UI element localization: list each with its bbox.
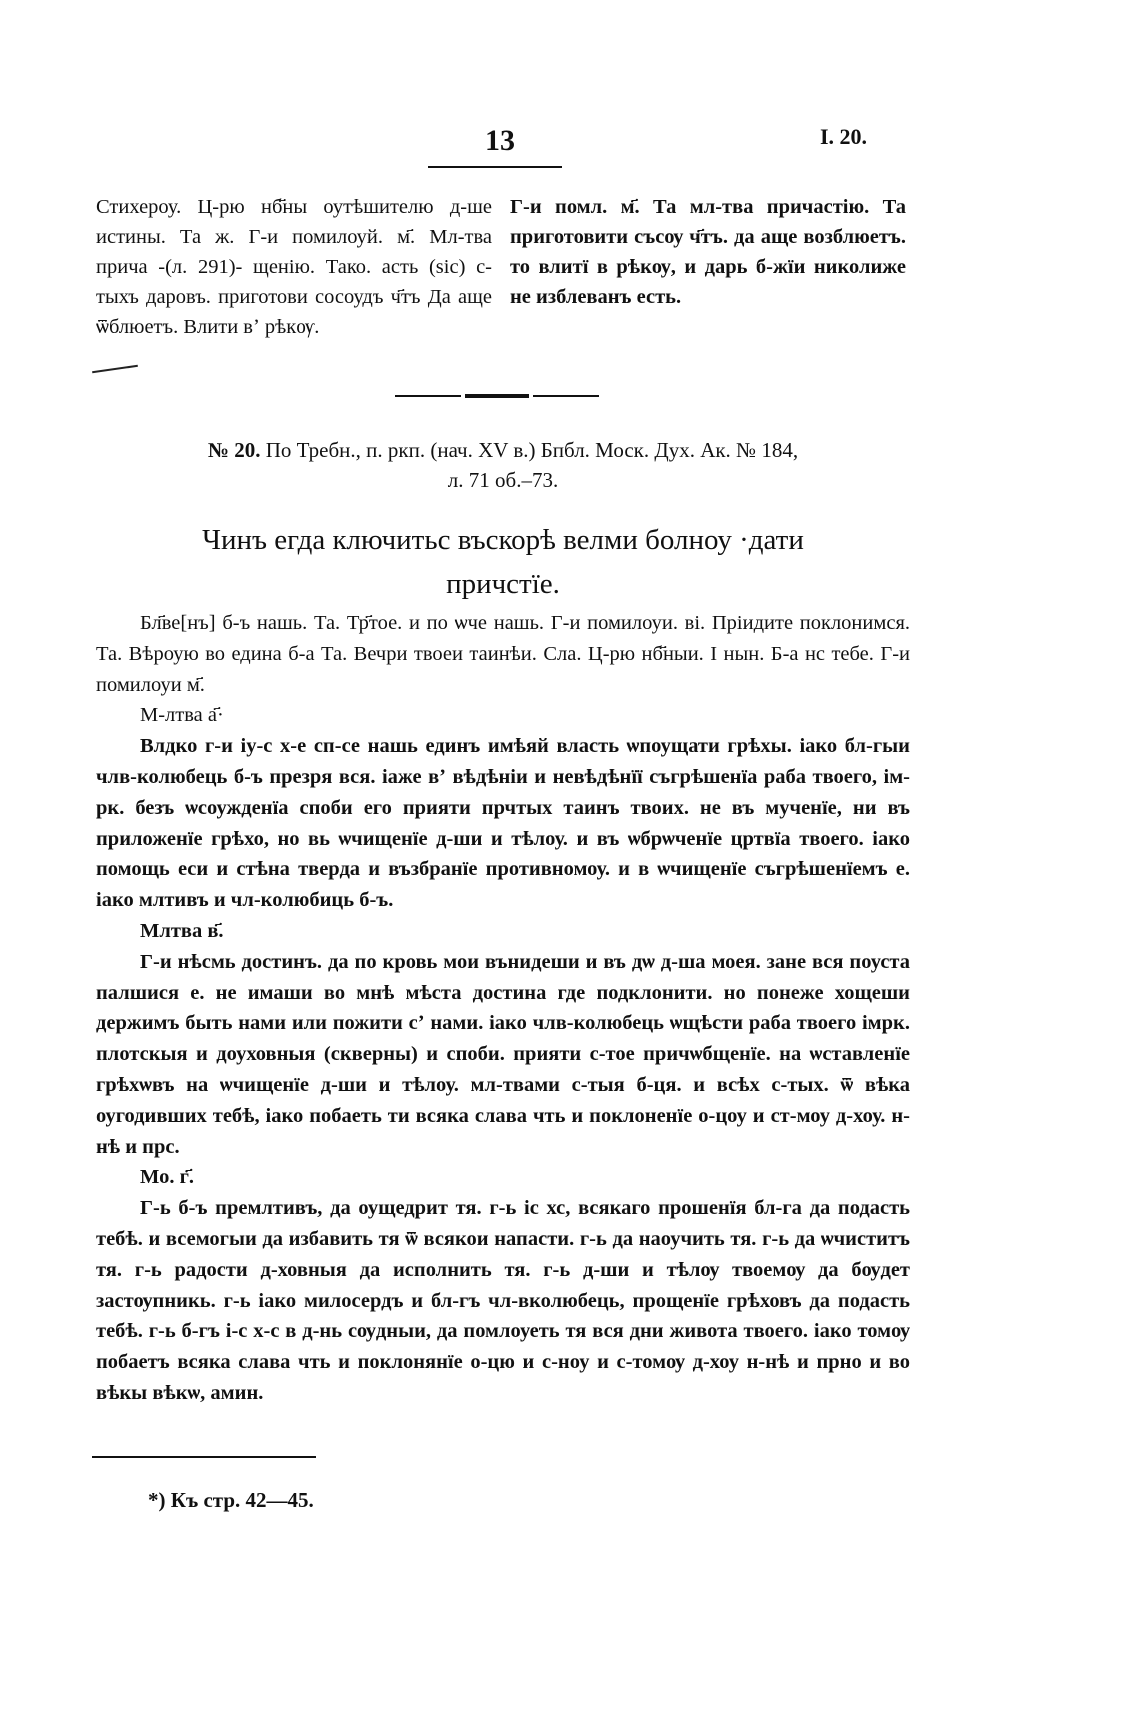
footnote-rule	[92, 1456, 316, 1458]
source-line-1	[96, 435, 910, 465]
document-title	[96, 518, 910, 606]
section-separator	[395, 395, 599, 398]
prayer-3-text: Г-ь б-ъ премлтивъ, да оущедрит тя. г-ь іс хс, всякаго прошенїя бл-га да подасть тебѣ. и всемогыи да избавить тя ѿ всякои напасти. г-ь да наоучить тя. г-ь да ѡчиститъ тя. г-ь радости д-ховныя да исполнить тя. г-ь д-ши и тѣлѹ твоемѹ да бѹдет застѹпникь. г-ь іако милосердъ и бл-гъ чл-вколюбець, прощенїе грѣховъ да подасть тебѣ. г-ь б-гъ і-с х-с в д-нь сѹдныи, да помлоуеть тя вся дни живота твоего. іако томѹ побаетъ всяка слава чть и поклонянїе о-цю и с-ноу и с-томѹ д-хоу н-нѣ и прно и во вѣкы вѣкѡ, амин.	[96, 1197, 910, 1404]
prayer-3-heading: Мо. г҃.	[140, 1166, 195, 1189]
prayer-2-text: Г-и нѣсмь достинъ. да по кровь мои вънидеши и въ дѡ д-ша моея. зане вся поуста палшися е. не имаши во мнѣ мѣста достина где подклонити. но понеже хощеши держимъ быть нами или пожити сʼ нами. іако члв-колюбець ѡщѣсти раба твоего імрк. плотскыя и доуховныя (скверны) и споби. прияти с-тое причѡбщенїе. на ѡставленїе грѣхѡвъ на ѡчищенїе д-ши и тѣлоу. мл-твами с-тыя б-ця. и всѣх с-тых. ѿ вѣка оугодивших тебѣ, іако побаеть ти всяка слава чть и поклоненїе о-цоу и ст-моу д-хоу. н-нѣ и прс.	[96, 950, 910, 1158]
left-column	[96, 192, 492, 342]
intro-paragraph: Бл҃ве[нъ] б-ъ нашь. Та. Тр҃тое. и по ѡче нашь. Г-и помилоуи. ві. Пріидите поклонимся. Та. Вѣроую во едина б-а Та. Вечри твоеи таинѣи. Сла. Ц-рю нб҃ныи. І нын. Б-а нс тебе. Г-и помилоуи м҃.	[96, 612, 910, 696]
page-number: 13	[485, 124, 515, 157]
title-line-2: причстїе.	[446, 568, 560, 600]
footnote: *) Къ стр. 42—45.	[148, 1488, 314, 1512]
right-column-text: Г-и помл. м҃. Та мл-тва причастію. Та приготовити съсѹ ч҃тъ. да аще возблюетъ. то влитї в рѣкѹ, и дарь б-жїи николиже не изблеванъ есть.	[510, 196, 906, 308]
main-text	[96, 608, 910, 1409]
source-citation	[96, 435, 910, 495]
handwritten-underline-mark	[92, 365, 138, 373]
prayer-1-text: Влдко г-и іу-с х-е сп-се нашь единъ имѣяй власть ѡпоущати грѣхы. іако бл-гыи члв-колюбець б-ъ презря вся. іаже вʼ вѣдѣніи и невѣдѣнїї съгрѣшенїа раба твоего, ім-рк. безъ ѡсоужденїа споби его прияти прчтых таинъ твоих. не въ мученїе, ни въ приложенїе грѣхо, но вь ѡчищенїе д-ши и тѣлоу. и въ ѡбрѡченїе цртвїа твоего. іако помощь еси и стѣна тверда и възбранїе противномоу. и в ѡчищенїе съгрѣшенїемъ е. іако млтивъ и чл-колюбиць б-ъ.	[96, 735, 910, 912]
source-line-2: л. 71 об.–73.	[447, 468, 559, 492]
title-line-1: Чинъ егда ключитьс въскорѣ велми болноу ·дати	[202, 524, 804, 556]
right-column	[510, 192, 906, 312]
prayer-1-heading: М-лтва а҃·	[140, 704, 224, 727]
source-description: По Требн., п. ркп. (нач. XV в.) Бпбл. Моск. Дух. Ак. № 184,	[265, 438, 799, 462]
document-number: № 20.	[207, 438, 261, 462]
section-reference: I. 20.	[820, 124, 868, 149]
prayer-2-heading: Млтва в҃.	[140, 919, 224, 942]
left-column-text: Стихероу. Ц-рю нб҃ны оутѣшителю д-ше истины. Та ж. Г-и помилоуй. м҃. Мл-тва прича -(л. 291)- щенію. Тако. асть (sic) с-тыхъ даровъ. приготови сосоудъ ч҃тъ Да аще ѿблюетъ. Влити вʼ рѣкѹ.	[96, 196, 492, 338]
page-number-rule	[428, 166, 562, 168]
